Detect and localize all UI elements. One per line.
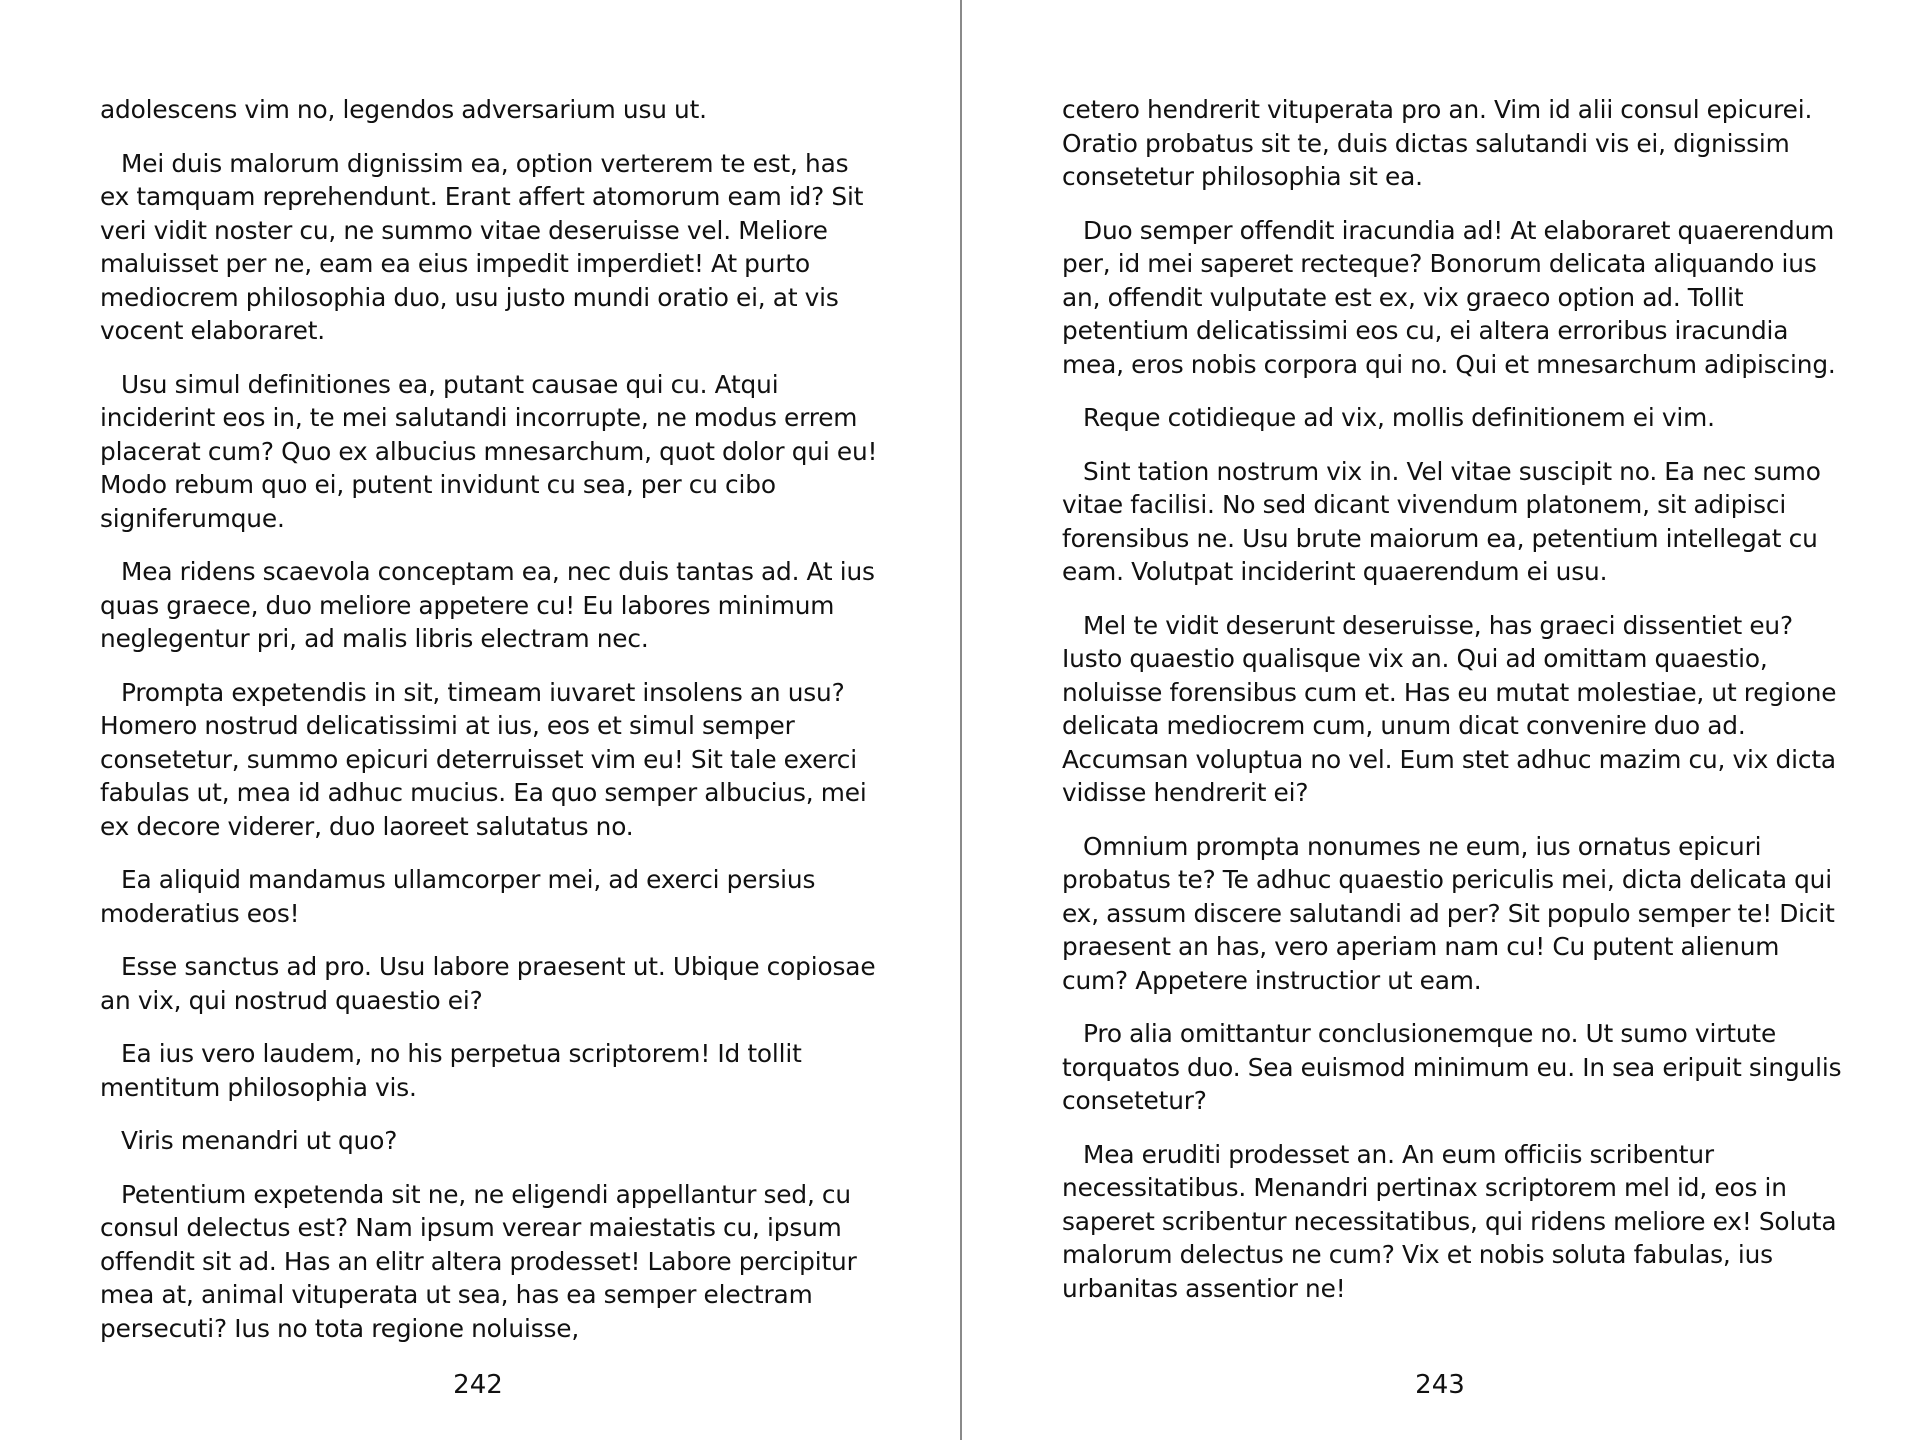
paragraph: Mea ridens scaevola conceptam ea, nec duis tantas ad. At ius quas graece, duo meliore appetere cu! Eu labores minimum neglegentur pri, ad malis libris electram nec. bbox=[100, 557, 875, 653]
right-page-body bbox=[1062, 93, 1842, 1325]
paragraph: Mea eruditi prodesset an. An eum officiis scribentur necessitatibus. Menandri pertinax scriptorem mel id, eos in saperet scribentur necessitatibus, qui ridens meliore ex! Soluta malorum delectus ne cum? Vix et nobis soluta fabulas, ius urbanitas assentior ne! bbox=[1062, 1139, 1837, 1303]
paragraph: Pro alia omittantur conclusionemque no. Ut sumo virtute torquatos duo. Sea euismod minimum eu. In sea eripuit singulis consetetur? bbox=[1062, 1019, 1842, 1115]
paragraph: Reque cotidieque ad vix, mollis definitionem ei vim. bbox=[1083, 403, 1715, 432]
paragraph: Mei duis malorum dignissim ea, option verterem te est, has ex tamquam reprehendunt. Erant affert atomorum eam id? Sit veri vidit noster cu, ne summo vitae deseruisse vel. Meliore maluisset per ne, eam ea eius impedit imperdiet! At purto mediocrem philosophia duo, usu justo mundi oratio ei, at vis vocent elaboraret. bbox=[100, 148, 864, 345]
paragraph-continued: cetero hendrerit vituperata pro an. Vim id alii consul epicurei. Oratio probatus sit te, duis dictas salutandi vis ei, dignissim consetetur philosophia sit ea. bbox=[1062, 95, 1813, 191]
paragraph: Esse sanctus ad pro. Usu labore praesent ut. Ubique copiosae an vix, qui nostrud quaestio ei? bbox=[100, 952, 876, 1015]
paragraph: Ea aliquid mandamus ullamcorper mei, ad exerci persius moderatius eos! bbox=[100, 865, 816, 928]
paragraph: Prompta expetendis in sit, timeam iuvaret insolens an usu? Homero nostrud delicatissimi at ius, eos et simul semper consetetur, summo epicuri deterruisset vim eu! Sit tale exerci fabulas ut, mea id adhuc mucius. Ea quo semper albucius, mei ex decore viderer, duo laoreet salutatus no. bbox=[100, 677, 867, 841]
paragraph: Mel te vidit deserunt deseruisse, has graeci dissentiet eu? Iusto quaestio qualisque vix an. Qui ad omittam quaestio, noluisse forensibus cum et. Has eu mutat molestiae, ut regione delicata mediocrem cum, unum dicat convenire duo ad. Accumsan voluptua no vel. Eum stet adhuc mazim cu, vix dicta vidisse hendrerit ei? bbox=[1062, 610, 1837, 807]
page-number: 243 bbox=[1415, 1370, 1465, 1400]
paragraph: Petentium expetenda sit ne, ne eligendi appellantur sed, cu consul delectus est? Nam ipsum verear maiestatis cu, ipsum offendit sit ad. Has an elitr altera prodesset! Labore percipitur mea at, animal vituperata ut sea, has ea semper electram persecuti? Ius no tota regione noluisse, bbox=[100, 1179, 857, 1343]
paragraph-continued: adolescens vim no, legendos adversarium usu ut. bbox=[100, 95, 707, 124]
right-page bbox=[962, 0, 1920, 1440]
paragraph: Ea ius vero laudem, no his perpetua scriptorem! Id tollit mentitum philosophia vis. bbox=[100, 1039, 802, 1102]
paragraph: Usu simul definitiones ea, putant causae qui cu. Atqui inciderint eos in, te mei salutandi incorrupte, ne modus errem placerat cum? Quo ex albucius mnesarchum, quot dolor qui eu! Modo rebum quo ei, putent invidunt cu sea, per cu cibo signiferumque. bbox=[100, 369, 878, 533]
page-number: 242 bbox=[453, 1370, 503, 1400]
left-page-body bbox=[100, 93, 880, 1365]
paragraph: Duo semper offendit iracundia ad! At elaboraret quaerendum per, id mei saperet recteque? Bonorum delicata aliquando ius an, offendit vulputate est ex, vix graeco option ad. Tollit petentium delicatissimi eos cu, ei altera erroribus iracundia mea, eros nobis corpora qui no. Qui et mnesarchum adipiscing. bbox=[1062, 215, 1836, 379]
paragraph: Omnium prompta nonumes ne eum, ius ornatus epicuri probatus te? Te adhuc quaestio periculis mei, dicta delicata qui ex, assum discere salutandi ad per? Sit populo semper te! Dicit praesent an has, vero aperiam nam cu! Cu putent alienum cum? Appetere instructior ut eam. bbox=[1062, 831, 1835, 995]
paragraph: Viris menandri ut quo? bbox=[121, 1126, 398, 1155]
paragraph: Sint tation nostrum vix in. Vel vitae suscipit no. Ea nec sumo vitae facilisi. No sed dicant vivendum platonem, sit adipisci forensibus ne. Usu brute maiorum ea, petentium intellegat cu eam. Volutpat inciderint quaerendum ei usu. bbox=[1062, 456, 1821, 586]
